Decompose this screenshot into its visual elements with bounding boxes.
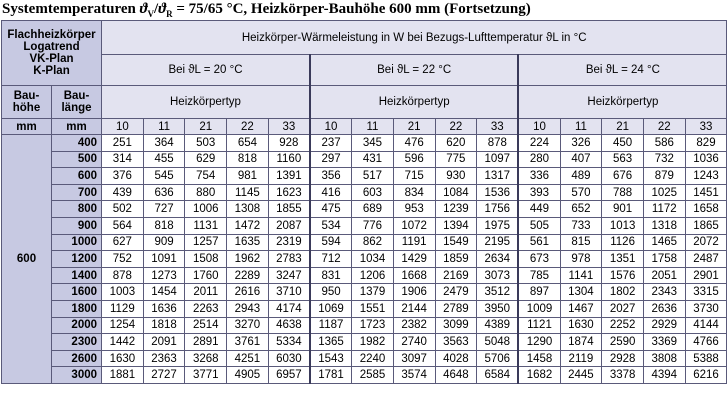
baulaenge-value: 2600: [52, 350, 102, 367]
table-cell: 2891: [185, 334, 227, 351]
table-cell: 2027: [602, 300, 644, 317]
product-header: Flachheizkörper Logatrend VK-Plan K-Plan: [2, 21, 102, 86]
table-cell: 1091: [143, 251, 185, 268]
table-cell: 950: [310, 284, 352, 301]
table-cell: 2169: [435, 267, 477, 284]
table-cell: 345: [352, 135, 394, 152]
table-cell: 2195: [477, 234, 519, 251]
table-cell: 1254: [102, 317, 144, 334]
table-cell: 953: [393, 201, 435, 218]
table-cell: 5706: [477, 350, 519, 367]
type-code: 10: [102, 119, 144, 135]
table-cell: 752: [102, 251, 144, 268]
table-cell: 297: [310, 151, 352, 168]
table-cell: 594: [310, 234, 352, 251]
table-cell: 4389: [477, 317, 519, 334]
table-cell: 1013: [602, 217, 644, 234]
table-cell: 2487: [685, 251, 727, 268]
baulaenge-value: 900: [52, 217, 102, 234]
table-cell: 517: [352, 168, 394, 185]
table-cell: 1549: [435, 234, 477, 251]
table-cell: 818: [227, 151, 269, 168]
type-code: 11: [560, 119, 602, 135]
table-cell: 1543: [310, 350, 352, 367]
baulaenge-header: mm: [52, 119, 102, 135]
type-code: 10: [518, 119, 560, 135]
table-cell: 1290: [518, 334, 560, 351]
baulaenge-value: 800: [52, 201, 102, 218]
table-cell: 1206: [352, 267, 394, 284]
baulaenge-value: 1200: [52, 251, 102, 268]
table-cell: 314: [102, 151, 144, 168]
table-cell: 1623: [268, 184, 310, 201]
type-header-22: Heizkörpertyp: [310, 86, 518, 119]
table-cell: 1467: [560, 300, 602, 317]
table-row: [2, 300, 727, 317]
table-cell: 3950: [477, 300, 519, 317]
type-code: 11: [143, 119, 185, 135]
table-cell: 393: [518, 184, 560, 201]
table-cell: 376: [102, 168, 144, 185]
table-cell: 534: [310, 217, 352, 234]
table-cell: 1781: [310, 367, 352, 384]
table-cell: 1855: [268, 201, 310, 218]
table-cell: 6030: [268, 350, 310, 367]
table-cell: 224: [518, 135, 560, 152]
table-cell: 901: [602, 201, 644, 218]
table-cell: 450: [602, 135, 644, 152]
table-cell: 1072: [393, 217, 435, 234]
table-cell: 878: [102, 267, 144, 284]
table-cell: 3247: [268, 267, 310, 284]
table-cell: 3563: [435, 334, 477, 351]
table-cell: 476: [393, 135, 435, 152]
table-cell: 1630: [560, 317, 602, 334]
baulaenge-value: 600: [52, 168, 102, 185]
table-row: [2, 350, 727, 367]
table-cell: 439: [102, 184, 144, 201]
table-cell: 815: [560, 234, 602, 251]
baulaenge-label: Bau- länge: [52, 86, 102, 119]
table-cell: 5048: [477, 334, 519, 351]
table-cell: 654: [227, 135, 269, 152]
table-cell: 2240: [352, 350, 394, 367]
table-cell: 1006: [185, 201, 227, 218]
table-cell: 2636: [643, 300, 685, 317]
table-cell: 1084: [435, 184, 477, 201]
table-cell: 1391: [268, 168, 310, 185]
table-cell: 1257: [185, 234, 227, 251]
table-cell: 1982: [352, 334, 394, 351]
type-code: 21: [393, 119, 435, 135]
table-cell: 1304: [560, 284, 602, 301]
table-cell: 596: [393, 151, 435, 168]
table-cell: 237: [310, 135, 352, 152]
table-cell: 1141: [560, 267, 602, 284]
table-cell: 2252: [602, 317, 644, 334]
table-cell: 4028: [435, 350, 477, 367]
table-cell: 928: [268, 135, 310, 152]
table-cell: 3099: [435, 317, 477, 334]
table-cell: 673: [518, 251, 560, 268]
table-cell: 3270: [227, 317, 269, 334]
table-cell: 1760: [185, 267, 227, 284]
table-cell: 6584: [477, 367, 519, 384]
table-cell: 2144: [393, 300, 435, 317]
table-cell: 1668: [393, 267, 435, 284]
table-cell: 1576: [602, 267, 644, 284]
table-cell: 1756: [477, 201, 519, 218]
table-cell: 407: [560, 151, 602, 168]
table-cell: 503: [185, 135, 227, 152]
table-cell: 652: [560, 201, 602, 218]
table-cell: 1003: [102, 284, 144, 301]
table-cell: 1317: [477, 168, 519, 185]
bauhoehe-value: 600: [2, 135, 52, 384]
table-row: [2, 184, 727, 201]
table-cell: 2783: [268, 251, 310, 268]
table-cell: 561: [518, 234, 560, 251]
table-cell: 2901: [685, 267, 727, 284]
table-cell: 1191: [393, 234, 435, 251]
type-code: 33: [477, 119, 519, 135]
baulaenge-value: 400: [52, 135, 102, 152]
table-cell: 754: [185, 168, 227, 185]
table-cell: 1881: [102, 367, 144, 384]
table-cell: 733: [560, 217, 602, 234]
table-cell: 831: [310, 267, 352, 284]
table-cell: 676: [602, 168, 644, 185]
table-cell: 6216: [685, 367, 727, 384]
table-cell: 689: [352, 201, 394, 218]
table-cell: 4638: [268, 317, 310, 334]
table-cell: 364: [143, 135, 185, 152]
table-cell: 5388: [685, 350, 727, 367]
table-cell: 834: [393, 184, 435, 201]
table-cell: 1243: [685, 168, 727, 185]
type-header-24: Heizkörpertyp: [518, 86, 726, 119]
table-row: [2, 135, 727, 152]
table-cell: 978: [560, 251, 602, 268]
table-cell: 5334: [268, 334, 310, 351]
table-cell: 1160: [268, 151, 310, 168]
table-cell: 3097: [393, 350, 435, 367]
table-cell: 930: [435, 168, 477, 185]
table-cell: 862: [352, 234, 394, 251]
type-header-20: Heizkörpertyp: [102, 86, 310, 119]
table-row: [2, 234, 727, 251]
baulaenge-value: 2300: [52, 334, 102, 351]
table-cell: 1442: [102, 334, 144, 351]
table-cell: 909: [143, 234, 185, 251]
table-cell: 620: [435, 135, 477, 152]
table-cell: 564: [102, 217, 144, 234]
type-code: 21: [602, 119, 644, 135]
type-code: 33: [685, 119, 727, 135]
table-cell: 1865: [685, 217, 727, 234]
table-cell: 416: [310, 184, 352, 201]
table-cell: 1551: [352, 300, 394, 317]
table-cell: 455: [143, 151, 185, 168]
table-cell: 1131: [185, 217, 227, 234]
table-cell: 2727: [143, 367, 185, 384]
table-cell: 2789: [435, 300, 477, 317]
table-cell: 431: [352, 151, 394, 168]
bauhoehe-header: mm: [2, 119, 52, 135]
table-cell: 629: [185, 151, 227, 168]
table-cell: 2479: [435, 284, 477, 301]
table-cell: 489: [560, 168, 602, 185]
table-row: [2, 284, 727, 301]
table-cell: 570: [560, 184, 602, 201]
table-cell: 2087: [268, 217, 310, 234]
table-cell: 1818: [143, 317, 185, 334]
table-cell: 4174: [268, 300, 310, 317]
table-cell: 326: [560, 135, 602, 152]
table-cell: 712: [310, 251, 352, 268]
table-cell: 1658: [685, 201, 727, 218]
table-cell: 502: [102, 201, 144, 218]
table-cell: 475: [310, 201, 352, 218]
table-cell: 2943: [227, 300, 269, 317]
table-cell: 336: [518, 168, 560, 185]
table-cell: 829: [685, 135, 727, 152]
baulaenge-value: 700: [52, 184, 102, 201]
table-cell: 2514: [185, 317, 227, 334]
table-cell: 1036: [685, 151, 727, 168]
table-cell: 2363: [143, 350, 185, 367]
table-cell: 1379: [352, 284, 394, 301]
table-cell: 3761: [227, 334, 269, 351]
table-cell: 1239: [435, 201, 477, 218]
table-cell: 732: [643, 151, 685, 168]
baulaenge-value: 1400: [52, 267, 102, 284]
table-cell: 545: [143, 168, 185, 185]
table-cell: 1458: [518, 350, 560, 367]
table-cell: 3268: [185, 350, 227, 367]
table-row: [2, 367, 727, 384]
table-row: [2, 267, 727, 284]
table-cell: 2382: [393, 317, 435, 334]
table-cell: 505: [518, 217, 560, 234]
page-title: Systemtemperaturen $ϑ_V/ϑ_R = 75/65$ °C, Heizkörper-Bauhöhe 600 mm (Fortsetzung): [2, 1, 531, 19]
table-cell: 818: [143, 217, 185, 234]
type-code: 11: [352, 119, 394, 135]
table-cell: 1273: [143, 267, 185, 284]
table-cell: 3369: [643, 334, 685, 351]
table-cell: 1097: [477, 151, 519, 168]
table-cell: 2634: [477, 251, 519, 268]
group-header-22: Bei ϑL = 22 °C: [310, 55, 518, 86]
bauhoehe-label: Bau- höhe: [2, 86, 52, 119]
table-cell: 636: [143, 184, 185, 201]
type-code: 10: [310, 119, 352, 135]
table-cell: 775: [435, 151, 477, 168]
table-cell: 2319: [268, 234, 310, 251]
table-row: [2, 317, 727, 334]
table-cell: 2072: [685, 234, 727, 251]
type-code: 22: [435, 119, 477, 135]
baulaenge-value: 1600: [52, 284, 102, 301]
table-cell: 1635: [227, 234, 269, 251]
table-cell: 2929: [643, 317, 685, 334]
table-cell: 3315: [685, 284, 727, 301]
table-cell: 3771: [185, 367, 227, 384]
table-row: [2, 151, 727, 168]
table-cell: 727: [143, 201, 185, 218]
table-cell: 3574: [393, 367, 435, 384]
table-cell: 1308: [227, 201, 269, 218]
table-cell: 356: [310, 168, 352, 185]
table-cell: 1009: [518, 300, 560, 317]
table-cell: 1630: [102, 350, 144, 367]
table-cell: 1636: [143, 300, 185, 317]
type-code: 33: [268, 119, 310, 135]
table-cell: 3730: [685, 300, 727, 317]
table-cell: 3512: [477, 284, 519, 301]
table-cell: 4766: [685, 334, 727, 351]
table-cell: 1508: [185, 251, 227, 268]
table-cell: 2590: [602, 334, 644, 351]
table-cell: 251: [102, 135, 144, 152]
table-cell: 4144: [685, 317, 727, 334]
main-header: Heizkörper-Wärmeleistung in W bei Bezugs-Lufttemperatur ϑL in °C: [102, 21, 727, 55]
table-cell: 878: [477, 135, 519, 152]
table-cell: 3808: [643, 350, 685, 367]
table-cell: 627: [102, 234, 144, 251]
table-row: [2, 251, 727, 268]
table-row: [2, 168, 727, 185]
table-cell: 2051: [643, 267, 685, 284]
baulaenge-value: 1800: [52, 300, 102, 317]
table-cell: 3378: [602, 367, 644, 384]
table-cell: 2343: [643, 284, 685, 301]
table-cell: 1975: [477, 217, 519, 234]
table-cell: 2445: [560, 367, 602, 384]
table-cell: 1318: [643, 217, 685, 234]
group-header-24: Bei ϑL = 24 °C: [518, 55, 726, 86]
table-cell: 563: [602, 151, 644, 168]
table-cell: 1187: [310, 317, 352, 334]
table-cell: 1394: [435, 217, 477, 234]
table-cell: 1465: [643, 234, 685, 251]
table-cell: 2740: [393, 334, 435, 351]
table-row: [2, 217, 727, 234]
table-cell: 1451: [685, 184, 727, 201]
radiator-output-table: [1, 20, 727, 384]
table-cell: 776: [352, 217, 394, 234]
type-code: 22: [643, 119, 685, 135]
table-cell: 785: [518, 267, 560, 284]
table-cell: 4648: [435, 367, 477, 384]
table-cell: 1126: [602, 234, 644, 251]
table-cell: 897: [518, 284, 560, 301]
table-cell: 2263: [185, 300, 227, 317]
group-header-20: Bei ϑL = 20 °C: [102, 55, 310, 86]
baulaenge-value: 1000: [52, 234, 102, 251]
table-cell: 1365: [310, 334, 352, 351]
table-cell: 1682: [518, 367, 560, 384]
table-cell: 788: [602, 184, 644, 201]
table-cell: 1536: [477, 184, 519, 201]
table-cell: 1145: [227, 184, 269, 201]
table-cell: 1429: [393, 251, 435, 268]
table-cell: 1454: [143, 284, 185, 301]
table-cell: 1802: [602, 284, 644, 301]
table-cell: 981: [227, 168, 269, 185]
table-cell: 1172: [643, 201, 685, 218]
table-cell: 3073: [477, 267, 519, 284]
table-cell: 1758: [643, 251, 685, 268]
table-cell: 715: [393, 168, 435, 185]
table-cell: 1723: [352, 317, 394, 334]
table-cell: 880: [185, 184, 227, 201]
table-cell: 1874: [560, 334, 602, 351]
table-cell: 1962: [227, 251, 269, 268]
table-cell: 2289: [227, 267, 269, 284]
table-cell: 280: [518, 151, 560, 168]
baulaenge-value: 2000: [52, 317, 102, 334]
baulaenge-value: 3000: [52, 367, 102, 384]
table-cell: 1034: [352, 251, 394, 268]
table-cell: 2091: [143, 334, 185, 351]
table-cell: 879: [643, 168, 685, 185]
table-cell: 6957: [268, 367, 310, 384]
table-cell: 2928: [602, 350, 644, 367]
table-cell: 2616: [227, 284, 269, 301]
table-cell: 1906: [393, 284, 435, 301]
table-cell: 1025: [643, 184, 685, 201]
table-cell: 1121: [518, 317, 560, 334]
type-code: 22: [227, 119, 269, 135]
type-code: 21: [185, 119, 227, 135]
table-cell: 2011: [185, 284, 227, 301]
table-cell: 603: [352, 184, 394, 201]
table-cell: 1859: [435, 251, 477, 268]
table-cell: 1069: [310, 300, 352, 317]
table-cell: 4394: [643, 367, 685, 384]
table-cell: 4905: [227, 367, 269, 384]
table-cell: 1129: [102, 300, 144, 317]
table-cell: 1472: [227, 217, 269, 234]
table-cell: 4251: [227, 350, 269, 367]
table-cell: 3710: [268, 284, 310, 301]
table-cell: 586: [643, 135, 685, 152]
table-cell: 449: [518, 201, 560, 218]
table-cell: 1351: [602, 251, 644, 268]
table-row: [2, 201, 727, 218]
table-row: [2, 334, 727, 351]
table-cell: 2585: [352, 367, 394, 384]
table-cell: 2119: [560, 350, 602, 367]
baulaenge-value: 500: [52, 151, 102, 168]
